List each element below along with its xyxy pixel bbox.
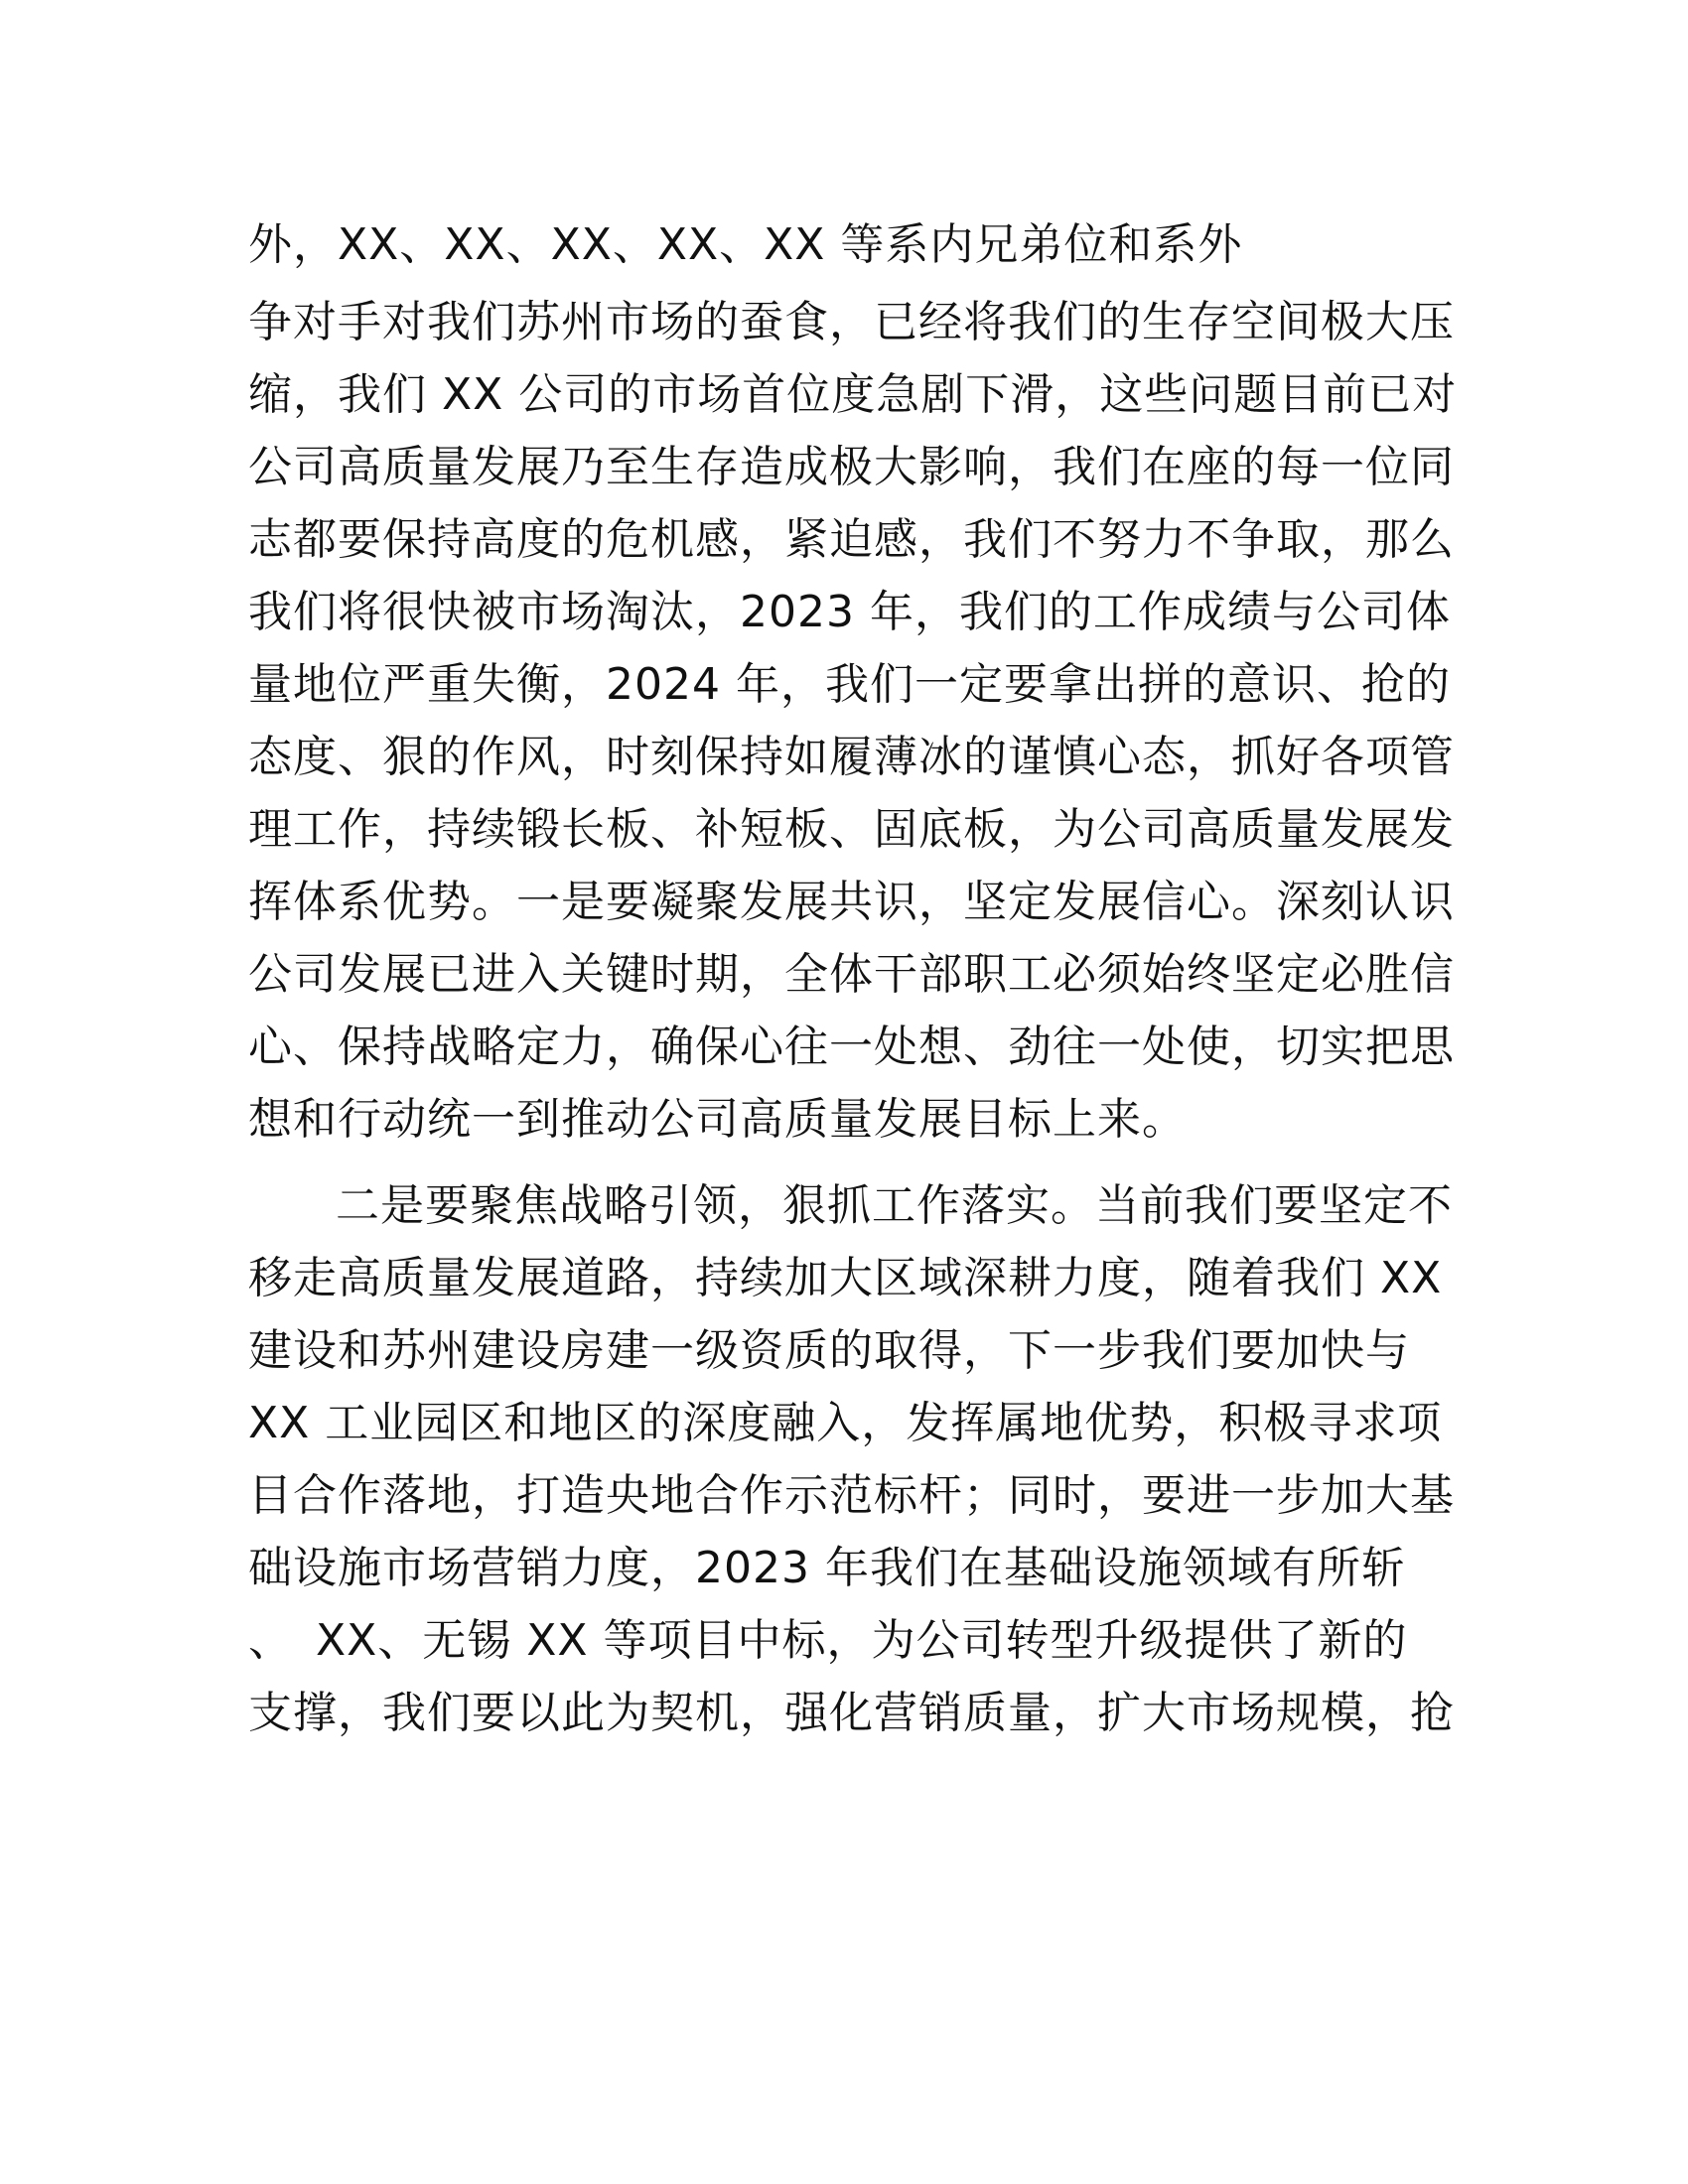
text-line-19: 础设施市场营销力度，2023 年我们在基础设施领域有所斩 [248,1543,1406,1593]
text-line-14: 二是要聚焦战略引领，狠抓工作落实。当前我们要坚定不 [336,1180,1453,1231]
text-line-5: 志都要保持高度的危机感，紧迫感，我们不努力不争取，那么 [248,514,1455,565]
text-line-6: 我们将很快被市场淘汰，2023 年，我们的工作成绩与公司体 [248,587,1451,637]
text-line-8: 态度、狠的作风，时刻保持如履薄冰的谨慎心态，抓好各项管 [248,732,1455,782]
text-line-10: 挥体系优势。一是要凝聚发展共识，坚定发展信心。深刻认识 [248,877,1455,927]
text-line-16: 建设和苏州建设房建一级资质的取得，下一步我们要加快与 [248,1325,1410,1376]
text-line-18: 目合作落地，打造央地合作示范标杆；同时，要进一步加大基 [248,1470,1455,1521]
text-line-3: 缩，我们 XX 公司的市场首位度急剧下滑，这些问题目前已对 [248,369,1458,420]
text-line-20: 、 XX、无锡 XX 等项目中标，为公司转型升级提供了新的 [248,1615,1408,1666]
text-line-9: 理工作，持续锻长板、补短板、固底板，为公司高质量发展发 [248,804,1455,855]
text-line-4: 公司高质量发展乃至生存造成极大影响，我们在座的每一位同 [248,442,1455,492]
text-line-1: 外，XX、XX、XX、XX、XX 等系内兄弟位和系外 [248,219,1243,270]
text-line-2: 争对手对我们苏州市场的蚕食，已经将我们的生存空间极大压 [248,297,1455,347]
text-line-7: 量地位严重失衡，2024 年，我们一定要拿出拼的意识、抢的 [248,659,1451,710]
text-line-13: 想和行动统一到推动公司高质量发展目标上来。 [248,1094,1187,1145]
text-line-11: 公司发展已进入关键时期，全体干部职工必须始终坚定必胜信 [248,949,1455,1000]
text-line-17: XX 工业园区和地区的深度融入，发挥属地优势，积极寻求项 [248,1398,1443,1448]
text-line-21: 支撑，我们要以此为契机，强化营销质量，扩大市场规模，抢 [248,1688,1455,1738]
text-line-12: 心、保持战略定力，确保心往一处想、劲往一处使，切实把思 [248,1022,1455,1072]
text-line-15: 移走高质量发展道路，持续加大区域深耕力度，随着我们 XX [248,1253,1443,1303]
